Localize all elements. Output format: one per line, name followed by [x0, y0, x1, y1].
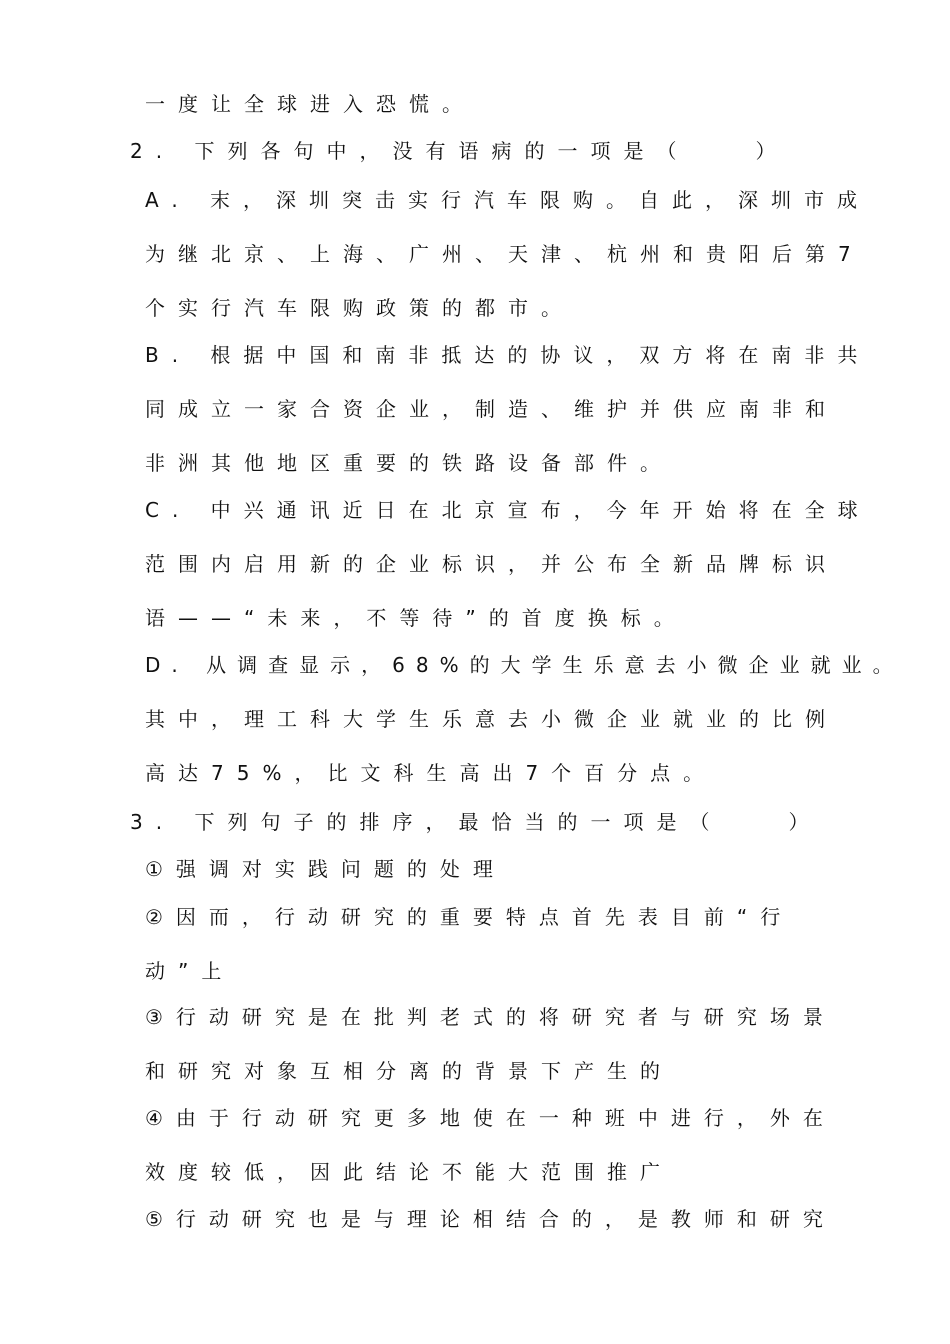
option-c-line: C. 中兴通讯近日在北京宣布，今年开始将在全球 [145, 498, 871, 522]
sentence-item: 效度较低，因此结论不能大范围推广 [145, 1160, 673, 1184]
option-a-line: 为继北京、上海、广州、天津、杭州和贵阳后第7 [145, 242, 864, 266]
option-a-line: A. 末，深圳突击实行汽车限购。自此，深圳市成 [145, 188, 871, 212]
option-d-line: D. 从调查显示，68%的大学生乐意去小微企业就业。 [145, 653, 904, 677]
option-c-line: 范围内启用新的企业标识，并公布全新品牌标识 [145, 552, 838, 576]
option-b-line: 非洲其他地区重要的铁路设备部件。 [145, 451, 673, 475]
sentence-item: ①强调对实践问题的处理 [145, 857, 506, 881]
question-3-stem: 3. 下列句子的排序，最恰当的一项是（ ） [130, 810, 822, 834]
question-2-stem: 2. 下列各句中，没有语病的一项是（ ） [130, 139, 789, 163]
option-d-line: 其中，理工科大学生乐意去小微企业就业的比例 [145, 707, 838, 731]
sentence-item: 和研究对象互相分离的背景下产生的 [145, 1059, 673, 1083]
option-a-line: 个实行汽车限购政策的都市。 [145, 296, 574, 320]
option-c-line: 语——“未来，不等待”的首度换标。 [145, 606, 687, 630]
sentence-item: ⑤行动研究也是与理论相结合的，是教师和研究 [145, 1207, 836, 1231]
option-d-line: 高达75%，比文科生高出7个百分点。 [145, 761, 717, 785]
sentence-item: ③行动研究是在批判老式的将研究者与研究场景 [145, 1005, 836, 1029]
text-line: 一度让全球进入恐慌。 [145, 92, 475, 116]
option-b-line: 同成立一家合资企业，制造、维护并供应南非和 [145, 397, 838, 421]
sentence-item: ②因而，行动研究的重要特点首先表目前“行 [145, 905, 794, 929]
sentence-item: ④由于行动研究更多地使在一种班中进行，外在 [145, 1106, 836, 1130]
sentence-item: 动”上 [145, 959, 235, 983]
option-b-line: B. 根据中国和南非抵达的协议，双方将在南非共 [145, 343, 871, 367]
